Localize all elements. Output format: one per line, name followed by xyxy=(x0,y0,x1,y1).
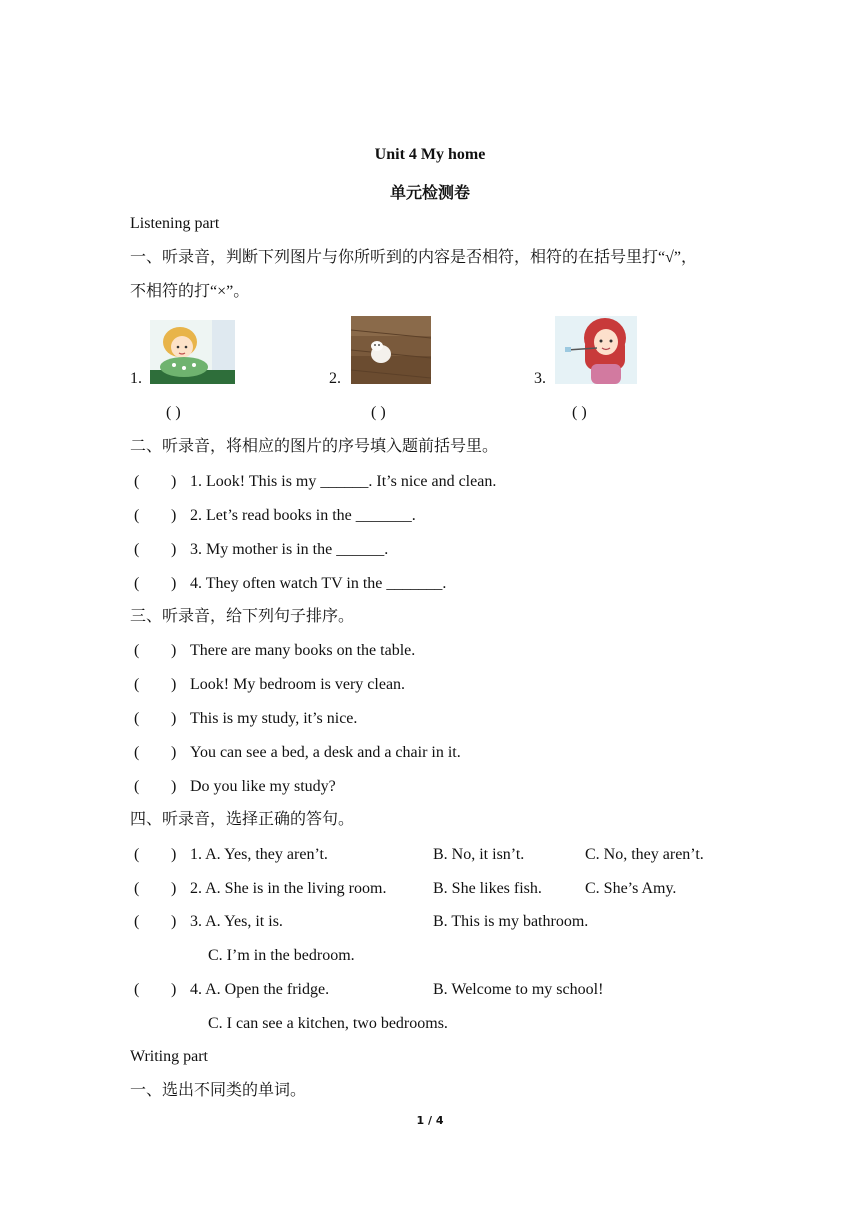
answer-paren-right: ) xyxy=(171,676,177,693)
answer-paren-right: ) xyxy=(171,778,177,795)
question-text: 3. My mother is in the ______. xyxy=(190,541,389,558)
answer-paren-left: ( xyxy=(134,676,140,693)
option-a: 4. A. Open the fridge. xyxy=(190,981,330,998)
answer-paren-left: ( xyxy=(134,880,140,897)
question-text: 1. Look! This is my ______. It’s nice and clean. xyxy=(190,473,497,490)
picture-number-3: 3. xyxy=(534,370,546,387)
sentence-text: There are many books on the table. xyxy=(190,642,416,659)
answer-paren-left: ( xyxy=(134,575,140,592)
answer-paren-right: ) xyxy=(171,913,177,930)
question-text: 4. They often watch TV in the _______. xyxy=(190,575,447,592)
sentence-text: Do you like my study? xyxy=(190,778,336,795)
section4-question-4-option-c: C. I can see a kitchen, two bedrooms. xyxy=(208,1015,448,1032)
picture-answer-paren-1: ( ) xyxy=(166,404,181,421)
answer-paren-left: ( xyxy=(134,744,140,761)
option-b: B. No, it isn’t. xyxy=(433,846,525,863)
answer-paren-left: ( xyxy=(134,541,140,558)
answer-paren-left: ( xyxy=(134,710,140,727)
writing-heading: Writing part xyxy=(130,1048,208,1065)
answer-paren-right: ) xyxy=(171,880,177,897)
picture-answer-paren-2: ( ) xyxy=(371,404,386,421)
option-a: 2. A. She is in the living room. xyxy=(190,880,387,897)
picture-number-1: 1. xyxy=(130,370,142,387)
option-b: B. This is my bathroom. xyxy=(433,913,589,930)
answer-paren-left: ( xyxy=(134,642,140,659)
answer-paren-left: ( xyxy=(134,473,140,490)
answer-paren-left: ( xyxy=(134,981,140,998)
option-c: C. No, they aren’t. xyxy=(585,846,704,863)
picture-number-2: 2. xyxy=(329,370,341,387)
answer-paren-right: ) xyxy=(171,541,177,558)
section1-instruction-line1: 一、听录音，判断下列图片与你所听到的内容是否相符，相符的在括号里打“√”， xyxy=(130,249,697,266)
option-a: 1. A. Yes, they aren’t. xyxy=(190,846,328,863)
answer-paren-right: ) xyxy=(171,710,177,727)
question-text: 2. Let’s read books in the _______. xyxy=(190,507,416,524)
answer-paren-right: ) xyxy=(171,642,177,659)
answer-paren-right: ) xyxy=(171,981,177,998)
document-subtitle: 单元检测卷 xyxy=(389,185,470,202)
sentence-text: Look! My bedroom is very clean. xyxy=(190,676,406,693)
sentence-text: You can see a bed, a desk and a chair in it. xyxy=(190,744,461,761)
section4-question-3-option-c: C. I’m in the bedroom. xyxy=(208,947,355,964)
answer-paren-right: ) xyxy=(171,744,177,761)
writing-section1-heading: 一、选出不同类的单词。 xyxy=(130,1082,307,1099)
answer-paren-left: ( xyxy=(134,507,140,524)
answer-paren-right: ) xyxy=(171,846,177,863)
answer-paren-right: ) xyxy=(171,473,177,490)
page-number: 1 / 4 xyxy=(416,1114,444,1127)
answer-paren-right: ) xyxy=(171,507,177,524)
option-b: B. She likes fish. xyxy=(433,880,542,897)
section4-heading: 四、听录音，选择正确的答句。 xyxy=(130,811,355,828)
section3-heading: 三、听录音，给下列句子排序。 xyxy=(130,608,355,625)
answer-paren-left: ( xyxy=(134,913,140,930)
answer-paren-left: ( xyxy=(134,846,140,863)
girl-brushing-teeth-image xyxy=(555,316,637,384)
answer-paren-right: ) xyxy=(171,575,177,592)
section1-instruction-line2: 不相符的打“×”。 xyxy=(130,283,250,300)
document-title: Unit 4 My home xyxy=(374,146,486,163)
answer-paren-left: ( xyxy=(134,778,140,795)
listening-heading: Listening part xyxy=(130,215,220,232)
option-b: B. Welcome to my school! xyxy=(433,981,604,998)
sentence-text: This is my study, it’s nice. xyxy=(190,710,358,727)
option-c: C. She’s Amy. xyxy=(585,880,677,897)
section2-heading: 二、听录音，将相应的图片的序号填入题前括号里。 xyxy=(130,438,499,455)
picture-answer-paren-3: ( ) xyxy=(572,404,587,421)
girl-resting-image xyxy=(150,320,235,384)
option-a: 3. A. Yes, it is. xyxy=(190,913,283,930)
white-puppy-image xyxy=(351,316,431,384)
